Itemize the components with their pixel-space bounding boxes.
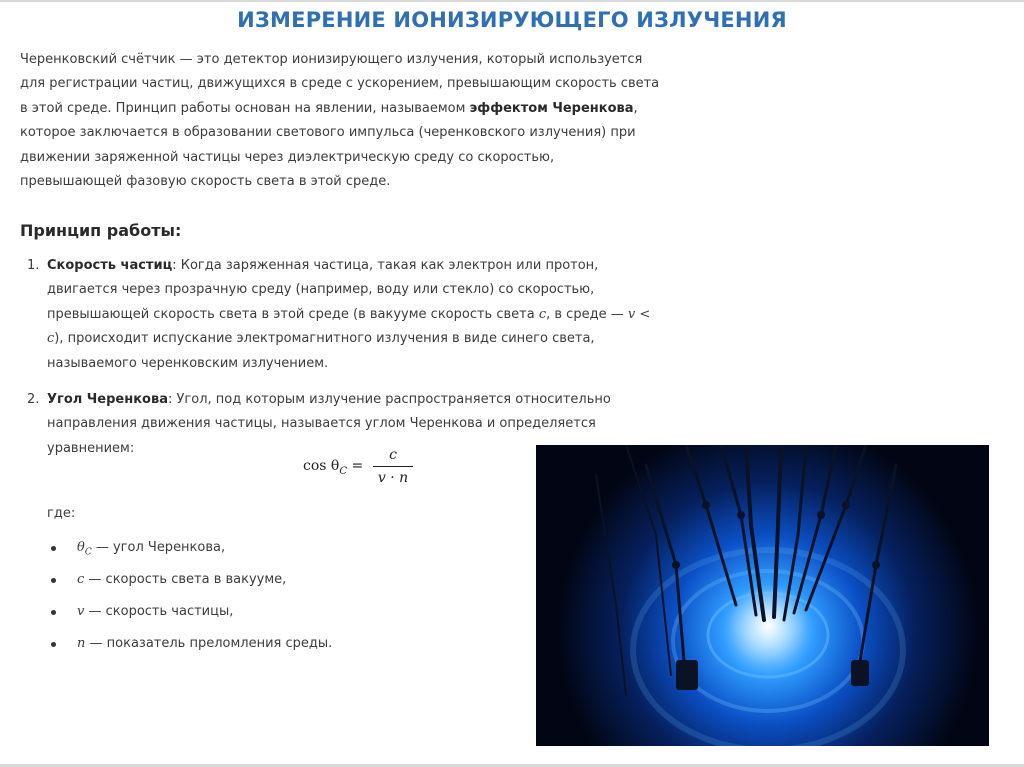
- list-item-body: [47, 254, 670, 376]
- definition-item: [47, 564, 332, 596]
- intro-text-end: , которое заключается в образовании светового импульса (черенковского излучения) при движении заряженной частицы через диэлектрическую среду со скоростью, превышающей фазовую скорость света в этой среде.: [20, 100, 638, 190]
- top-border: [0, 0, 1024, 2]
- equation-fraction: [373, 446, 413, 487]
- list-item-text: : Когда заряженная частица, такая как электрон или протон, двигается через прозрачную среду (например, воду или стекло) со скоростью, превышающей скорость света в этой среде (в вакууме скорость света: [47, 258, 599, 322]
- definition-symbol: $\theta_C$: [77, 540, 92, 558]
- math-inequality: v < c: [47, 306, 651, 347]
- equation-numerator: c: [389, 447, 397, 463]
- definition-item: [47, 596, 332, 628]
- list-item-speed: [20, 254, 670, 376]
- definition-symbol: v: [77, 604, 85, 619]
- list-item-text: : Угол, под которым излучение распространяется относительно направления движения частицы, называется углом Черенкова и определяется уравнением:: [47, 392, 611, 456]
- list-number: 1.: [27, 258, 40, 273]
- equation-cos-theta: cos θ: [303, 458, 340, 474]
- list-item-term: Угол Черенкова: [47, 392, 168, 407]
- definition-text: — угол Черенкова,: [91, 540, 226, 555]
- list-item-text: , в среде —: [546, 306, 628, 322]
- definition-symbol: c: [77, 572, 85, 587]
- section-heading: Принцип работы:: [20, 221, 182, 240]
- equation-equals: =: [351, 458, 364, 474]
- equation-lhs: [303, 458, 363, 477]
- equation-subscript: C: [339, 465, 347, 477]
- fraction-bar: [373, 466, 413, 467]
- equation-denominator: v · n: [377, 470, 409, 486]
- reactor-glow-illustration: [536, 445, 989, 746]
- intro-paragraph: [20, 48, 660, 194]
- list-number: 2.: [27, 392, 40, 407]
- where-label: где:: [47, 506, 76, 521]
- list-item-text: ), происходит испускание электромагнитного излучения в виде синего света, называемого черенковским излучением.: [47, 331, 595, 371]
- list-item-term: Скорость частиц: [47, 258, 173, 273]
- definition-text: — скорость частицы,: [84, 604, 234, 619]
- definitions-list: [47, 532, 332, 660]
- page-title: ИЗМЕРЕНИЕ ИОНИЗИРУЮЩЕГО ИЗЛУЧЕНИЯ: [237, 8, 787, 32]
- definition-text: — показатель преломления среды.: [85, 636, 333, 651]
- definition-item: [47, 532, 332, 564]
- definition-symbol: n: [77, 636, 86, 651]
- glow-core: [728, 585, 808, 665]
- intro-bold-term: эффектом Черенкова: [469, 100, 634, 116]
- math-c: c: [538, 306, 547, 322]
- cherenkov-reactor-photo: [536, 445, 989, 746]
- definition-text: — скорость света в вакууме,: [84, 572, 287, 587]
- definition-item: [47, 628, 332, 660]
- intro-text-start: Черенковский счётчик — это детектор ионизирующего излучения, который используется для регистрации частиц, движущихся в среде с ускорением, превышающим скорость света в этой среде. Принцип работы основан на явлении, называемом: [20, 52, 660, 116]
